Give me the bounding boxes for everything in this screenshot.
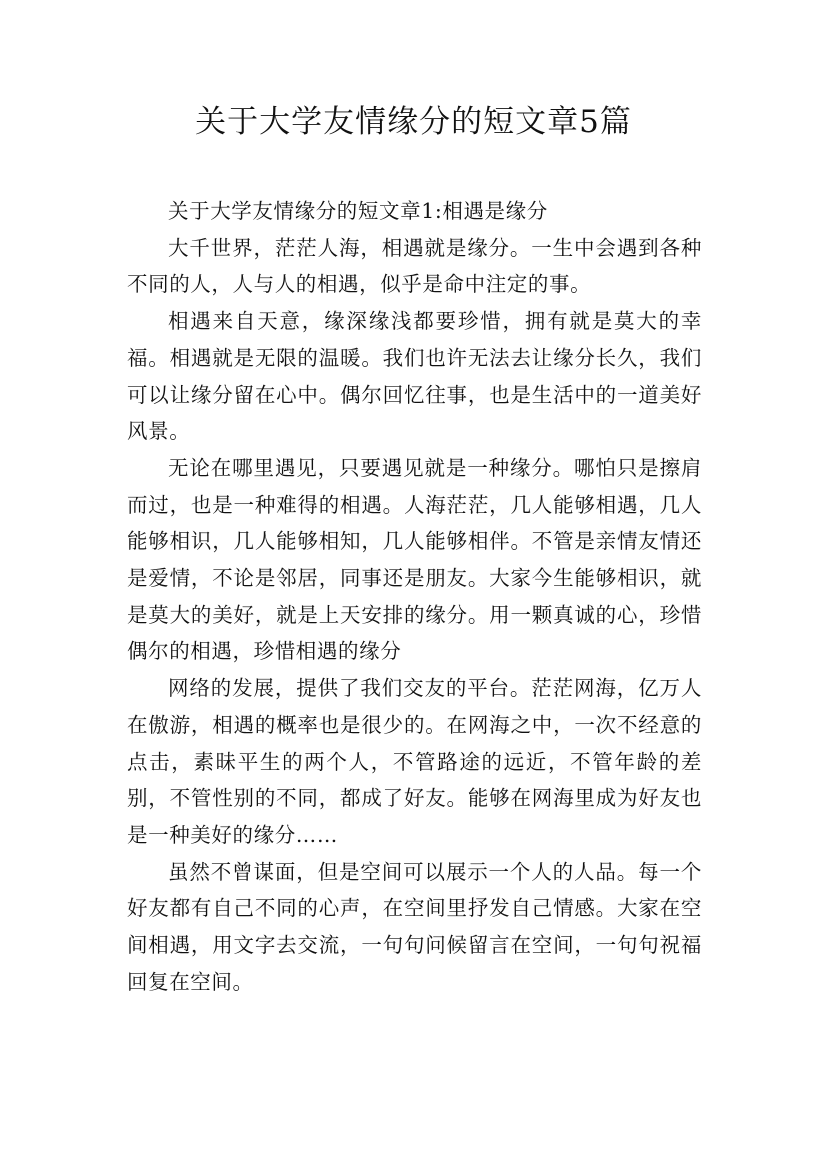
document-body [127,193,702,1000]
paragraph: 虽然不曾谋面，但是空间可以展示一个人的人品。每一个好友都有自己不同的心声，在空间里抒发自己情感。大家在空间相遇，用文字去交流，一句句问候留言在空间，一句句祝福回复在空间。 [127,859,702,994]
paragraph: 大千世界，茫茫人海，相遇就是缘分。一生中会遇到各种不同的人，人与人的相遇，似乎是命中注定的事。 [127,235,702,297]
paragraph: 相遇来自天意，缘深缘浅都要珍惜，拥有就是莫大的幸福。相遇就是无限的温暖。我们也许无法去让缘分长久，我们可以让缘分留在心中。偶尔回忆往事，也是生活中的一道美好风景。 [127,309,702,444]
paragraph: 无论在哪里遇见，只要遇见就是一种缘分。哪怕只是擦肩而过，也是一种难得的相遇。人海茫茫，几人能够相遇，几人能够相识，几人能够相知，几人能够相伴。不管是亲情友情还是爱情，不论是邻居，同事还是朋友。大家今生能够相识，就是莫大的美好，就是上天安排的缘分。用一颗真诚的心，珍惜偶尔的相遇，珍惜相遇的缘分 [127,455,702,664]
paragraph: 网络的发展，提供了我们交友的平台。茫茫网海，亿万人在傲游，相遇的概率也是很少的。在网海之中，一次不经意的点击，素昧平生的两个人，不管路途的远近，不管年龄的差别，不管性别的不同，都成了好友。能够在网海里成为好友也是一种美好的缘分…… [127,676,702,847]
document-title: 关于大学友情缘分的短文章5篇 [195,104,632,140]
section-heading: 关于大学友情缘分的短文章1:相遇是缘分 [168,199,548,223]
